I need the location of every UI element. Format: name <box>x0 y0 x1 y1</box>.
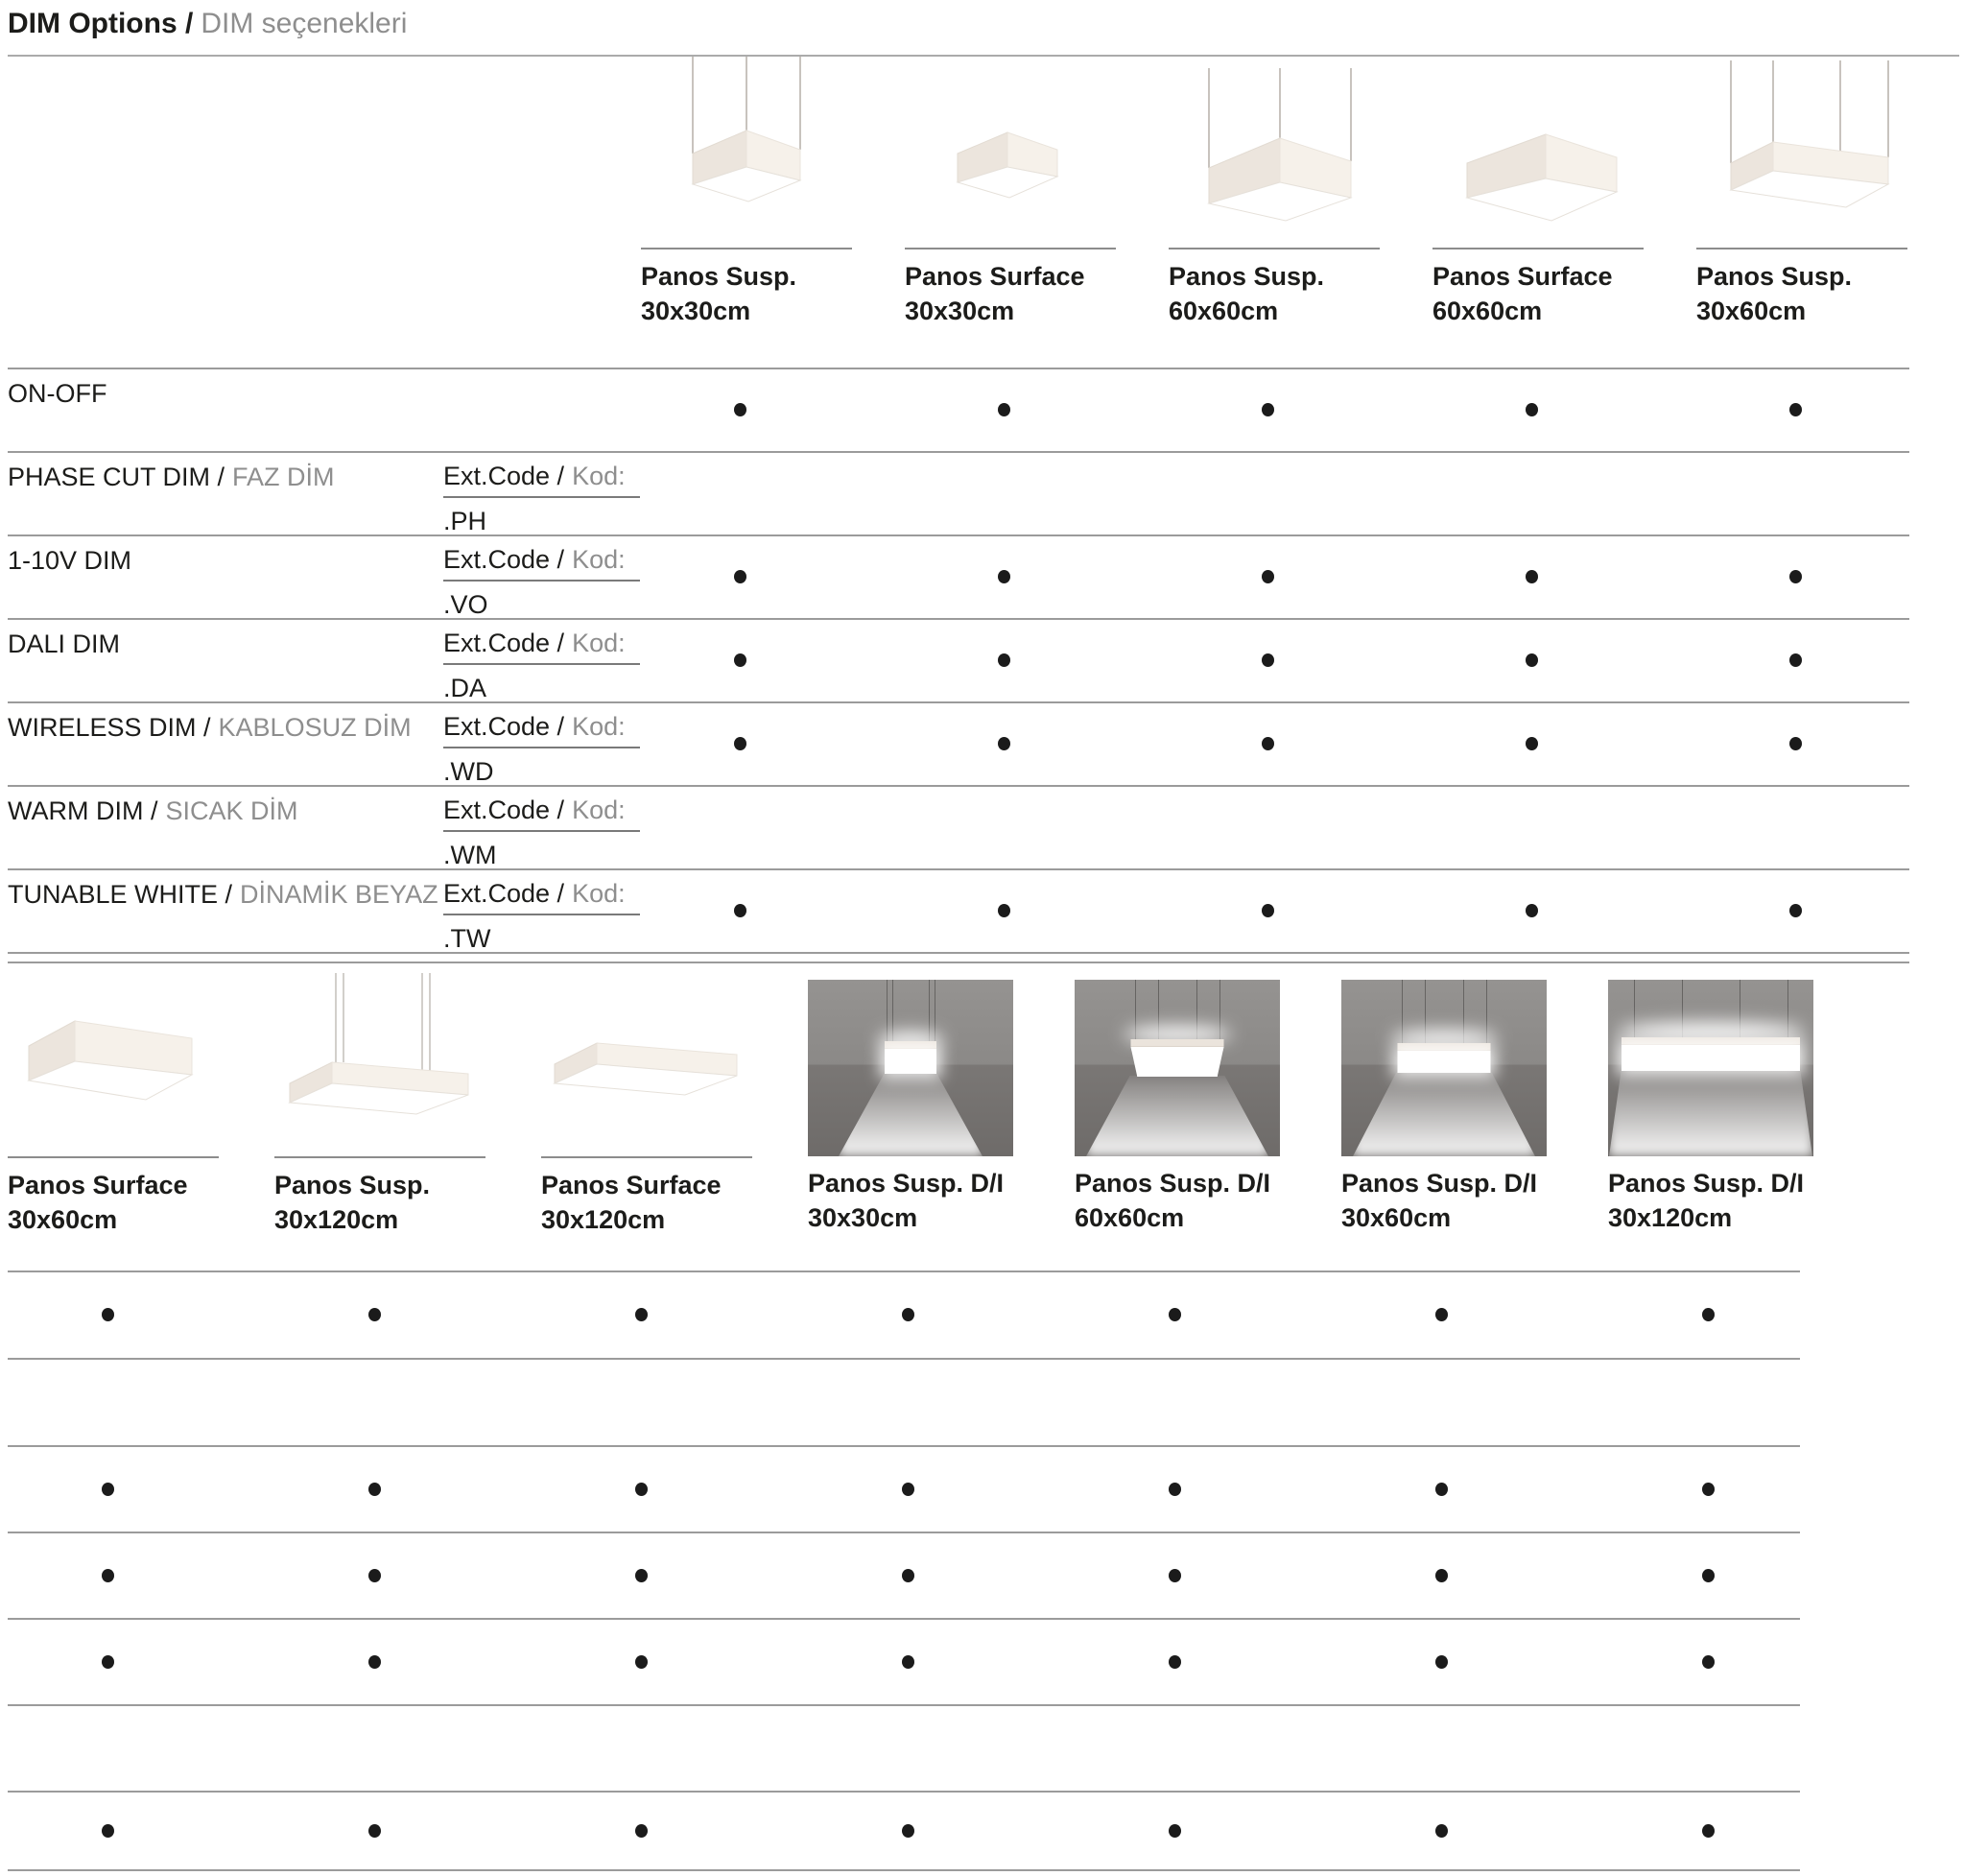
row-separator <box>8 1791 1800 1793</box>
availability-dot <box>102 1655 114 1669</box>
availability-dot <box>368 1655 381 1669</box>
row-label-warm-dim: WARM DIM / SICAK DİM <box>8 796 298 825</box>
ext-code-label: Ext.Code / Kod: <box>443 545 626 574</box>
ext-code-underline <box>443 830 640 832</box>
column-underline <box>274 1156 485 1158</box>
availability-dot <box>998 403 1010 416</box>
availability-dot <box>1526 737 1538 750</box>
product-column-susp-30x60 <box>1696 58 1936 328</box>
product-column-surface-30x30 <box>905 58 1145 328</box>
product-label <box>1608 1166 1848 1235</box>
availability-dot <box>368 1483 381 1496</box>
availability-dot <box>102 1824 114 1838</box>
availability-dot <box>635 1483 648 1496</box>
product-photo-direct-indirect <box>1341 971 1581 1156</box>
availability-dot <box>1526 403 1538 416</box>
row-separator <box>8 1270 1800 1272</box>
availability-dot <box>902 1308 914 1321</box>
product-label <box>641 259 881 328</box>
ext-code-value: .DA <box>443 674 487 702</box>
product-size: 30x60cm <box>8 1205 118 1234</box>
availability-dot <box>1702 1655 1715 1669</box>
availability-dot <box>998 653 1010 667</box>
availability-dot <box>734 570 746 583</box>
availability-dot <box>1789 737 1802 750</box>
product-size: 30x60cm <box>1341 1203 1452 1232</box>
row-label-phase-cut-dim: PHASE CUT DIM / FAZ DİM <box>8 463 335 491</box>
row-label-dali-dim: DALI DIM <box>8 629 121 658</box>
row-separator <box>8 701 1909 703</box>
availability-dot <box>635 1824 648 1838</box>
ext-code-block-wireless <box>443 712 640 786</box>
product-label <box>808 1166 1048 1235</box>
product-name: Panos Surface <box>541 1171 722 1199</box>
row-separator <box>8 1358 1800 1360</box>
direct-light-cone <box>1609 1070 1812 1156</box>
availability-dot <box>1169 1308 1181 1321</box>
product-size: 30x120cm <box>541 1205 666 1234</box>
product-photo-direct-indirect <box>1075 971 1314 1156</box>
product-size: 60x60cm <box>1075 1203 1185 1232</box>
availability-dot <box>635 1569 648 1582</box>
availability-dot <box>998 570 1010 583</box>
product-illustration-suspended-panel-icon <box>1169 58 1409 248</box>
product-name: Panos Surface <box>8 1171 188 1199</box>
availability-dot <box>1435 1308 1448 1321</box>
product-label <box>1696 259 1936 328</box>
ext-code-label: Ext.Code / Kod: <box>443 712 626 741</box>
availability-dot <box>1435 1824 1448 1838</box>
page-title <box>8 8 407 40</box>
availability-dot <box>368 1824 381 1838</box>
product-column-surface-30x60 <box>8 971 248 1237</box>
column-underline <box>8 1156 219 1158</box>
luminaire <box>885 1041 936 1074</box>
product-column-susp-di-30x30 <box>808 971 1048 1235</box>
direct-indirect-scene-60x60 <box>1075 980 1280 1156</box>
availability-dot <box>1526 570 1538 583</box>
availability-dot <box>368 1308 381 1321</box>
direct-indirect-scene-30x30 <box>808 980 1013 1156</box>
availability-dot <box>1169 1824 1181 1838</box>
product-label <box>1432 259 1672 328</box>
product-name: Panos Susp. D/I <box>1341 1169 1538 1198</box>
availability-dot <box>368 1569 381 1582</box>
product-label <box>8 1168 248 1237</box>
product-label <box>1169 259 1409 328</box>
product-name: Panos Susp. <box>1169 262 1325 291</box>
availability-dot <box>902 1483 914 1496</box>
availability-dot <box>734 737 746 750</box>
availability-dot <box>1702 1483 1715 1496</box>
product-size: 30x120cm <box>1608 1203 1733 1232</box>
product-column-susp-di-30x60 <box>1341 971 1581 1235</box>
product-illustration-surface-panel-icon <box>905 58 1145 248</box>
product-column-susp-di-60x60 <box>1075 971 1314 1235</box>
product-illustration-surface-panel-icon <box>8 971 248 1156</box>
availability-dot <box>1789 403 1802 416</box>
column-underline <box>1696 248 1907 249</box>
availability-dot <box>1435 1655 1448 1669</box>
product-name: Panos Susp. <box>641 262 797 291</box>
product-column-surface-60x60 <box>1432 58 1672 328</box>
product-size: 30x120cm <box>274 1205 399 1234</box>
row-separator <box>8 534 1909 536</box>
availability-dot <box>1435 1569 1448 1582</box>
availability-dot <box>635 1308 648 1321</box>
row-separator <box>8 1532 1800 1533</box>
luminaire <box>1131 1039 1224 1077</box>
product-photo-direct-indirect <box>808 971 1048 1156</box>
row-separator <box>8 1618 1800 1620</box>
product-photo-direct-indirect <box>1608 971 1848 1156</box>
ext-code-block-warm <box>443 796 640 869</box>
availability-dot <box>734 403 746 416</box>
page-title-tr: DIM seçenekleri <box>201 8 408 39</box>
ext-code-underline <box>443 663 640 665</box>
ext-code-label: Ext.Code / Kod: <box>443 879 626 908</box>
product-name: Panos Susp. <box>1696 262 1853 291</box>
product-name: Panos Susp. <box>274 1171 431 1199</box>
product-column-susp-30x120 <box>274 971 514 1237</box>
product-size: 60x60cm <box>1432 297 1543 325</box>
direct-light-cone <box>1353 1072 1535 1156</box>
column-underline <box>641 248 852 249</box>
availability-dot <box>1526 653 1538 667</box>
luminaire <box>1622 1037 1800 1071</box>
column-underline <box>905 248 1116 249</box>
row-separator <box>8 1869 1800 1871</box>
availability-dot <box>1262 904 1274 917</box>
title-rule <box>8 55 1959 57</box>
direct-light-cone <box>1086 1076 1268 1156</box>
ext-code-label: Ext.Code / Kod: <box>443 796 626 824</box>
ext-code-value: .WD <box>443 757 494 786</box>
availability-dot <box>902 1569 914 1582</box>
section-divider-line-2 <box>8 962 1909 963</box>
direct-indirect-scene-30x120 <box>1608 980 1813 1156</box>
availability-dot <box>1435 1483 1448 1496</box>
product-column-susp-60x60 <box>1169 58 1409 328</box>
row-separator <box>8 368 1909 369</box>
row-separator <box>8 868 1909 870</box>
product-label <box>905 259 1145 328</box>
product-size: 60x60cm <box>1169 297 1279 325</box>
availability-dot <box>1262 737 1274 750</box>
row-separator <box>8 1445 1800 1447</box>
product-label <box>541 1168 781 1237</box>
product-name: Panos Susp. D/I <box>1608 1169 1805 1198</box>
availability-dot <box>1169 1483 1181 1496</box>
availability-dot <box>1169 1569 1181 1582</box>
ext-code-block-1-10v <box>443 545 640 619</box>
availability-dot <box>902 1824 914 1838</box>
row-label-on-off: ON-OFF <box>8 379 107 408</box>
availability-dot <box>998 904 1010 917</box>
column-underline <box>541 1156 752 1158</box>
product-size: 30x30cm <box>905 297 1015 325</box>
product-name: Panos Susp. D/I <box>1075 1169 1271 1198</box>
page-title-en: DIM Options / <box>8 8 194 39</box>
product-illustration-suspended-panel-icon <box>1696 58 1936 248</box>
availability-dot <box>1702 1569 1715 1582</box>
availability-dot <box>734 653 746 667</box>
ext-code-block-phase-cut <box>443 462 640 535</box>
ext-code-underline <box>443 747 640 748</box>
availability-dot <box>1789 904 1802 917</box>
availability-dot <box>1789 653 1802 667</box>
product-column-susp-di-30x120 <box>1608 971 1848 1235</box>
product-column-surface-30x120 <box>541 971 781 1237</box>
availability-dot <box>998 737 1010 750</box>
product-illustration-surface-panel-icon <box>1432 58 1672 248</box>
row-separator <box>8 785 1909 787</box>
availability-dot <box>635 1655 648 1669</box>
product-size: 30x60cm <box>1696 297 1807 325</box>
column-underline <box>1169 248 1380 249</box>
availability-dot <box>1262 653 1274 667</box>
row-separator <box>8 618 1909 620</box>
direct-light-cone <box>839 1073 982 1156</box>
availability-dot <box>1262 570 1274 583</box>
luminaire <box>1398 1043 1491 1073</box>
ext-code-underline <box>443 496 640 498</box>
direct-indirect-scene-30x60 <box>1341 980 1547 1156</box>
product-name: Panos Susp. D/I <box>808 1169 1005 1198</box>
availability-dot <box>102 1483 114 1496</box>
ext-code-value: .WM <box>443 841 497 869</box>
availability-dot <box>1702 1308 1715 1321</box>
ext-code-block-dali <box>443 629 640 702</box>
product-size: 30x30cm <box>641 297 751 325</box>
availability-dot <box>1262 403 1274 416</box>
availability-dot <box>734 904 746 917</box>
availability-dot <box>102 1308 114 1321</box>
row-separator <box>8 1704 1800 1706</box>
ext-code-block-tunable <box>443 879 640 953</box>
product-illustration-suspended-panel-icon <box>641 58 881 248</box>
suspension-wire <box>887 980 888 1041</box>
availability-dot <box>1526 904 1538 917</box>
product-column-susp-30x30 <box>641 58 881 328</box>
ext-code-label: Ext.Code / Kod: <box>443 462 626 490</box>
ext-code-underline <box>443 914 640 915</box>
product-name: Panos Surface <box>905 262 1085 291</box>
row-label-wireless-dim: WIRELESS DIM / KABLOSUZ DİM <box>8 713 412 742</box>
row-separator <box>8 451 1909 453</box>
product-label <box>1341 1166 1581 1235</box>
product-illustration-surface-panel-icon <box>541 971 781 1156</box>
section-divider-line-1 <box>8 952 1909 954</box>
row-label-1-10v-dim: 1-10V DIM <box>8 546 132 575</box>
ext-code-value: .VO <box>443 590 488 619</box>
product-label <box>274 1168 514 1237</box>
availability-dot <box>1789 570 1802 583</box>
ext-code-value: .TW <box>443 924 491 953</box>
row-label-tunable-white: TUNABLE WHITE / DİNAMİK BEYAZ <box>8 880 438 909</box>
product-size: 30x30cm <box>808 1203 918 1232</box>
availability-dot <box>1169 1655 1181 1669</box>
availability-dot <box>902 1655 914 1669</box>
ext-code-label: Ext.Code / Kod: <box>443 629 626 657</box>
availability-dot <box>1702 1824 1715 1838</box>
ext-code-value: .PH <box>443 507 487 535</box>
availability-dot <box>102 1569 114 1582</box>
product-name: Panos Surface <box>1432 262 1613 291</box>
column-underline <box>1432 248 1644 249</box>
product-label <box>1075 1166 1314 1235</box>
ext-code-underline <box>443 580 640 582</box>
product-illustration-suspended-panel-icon <box>274 971 514 1156</box>
